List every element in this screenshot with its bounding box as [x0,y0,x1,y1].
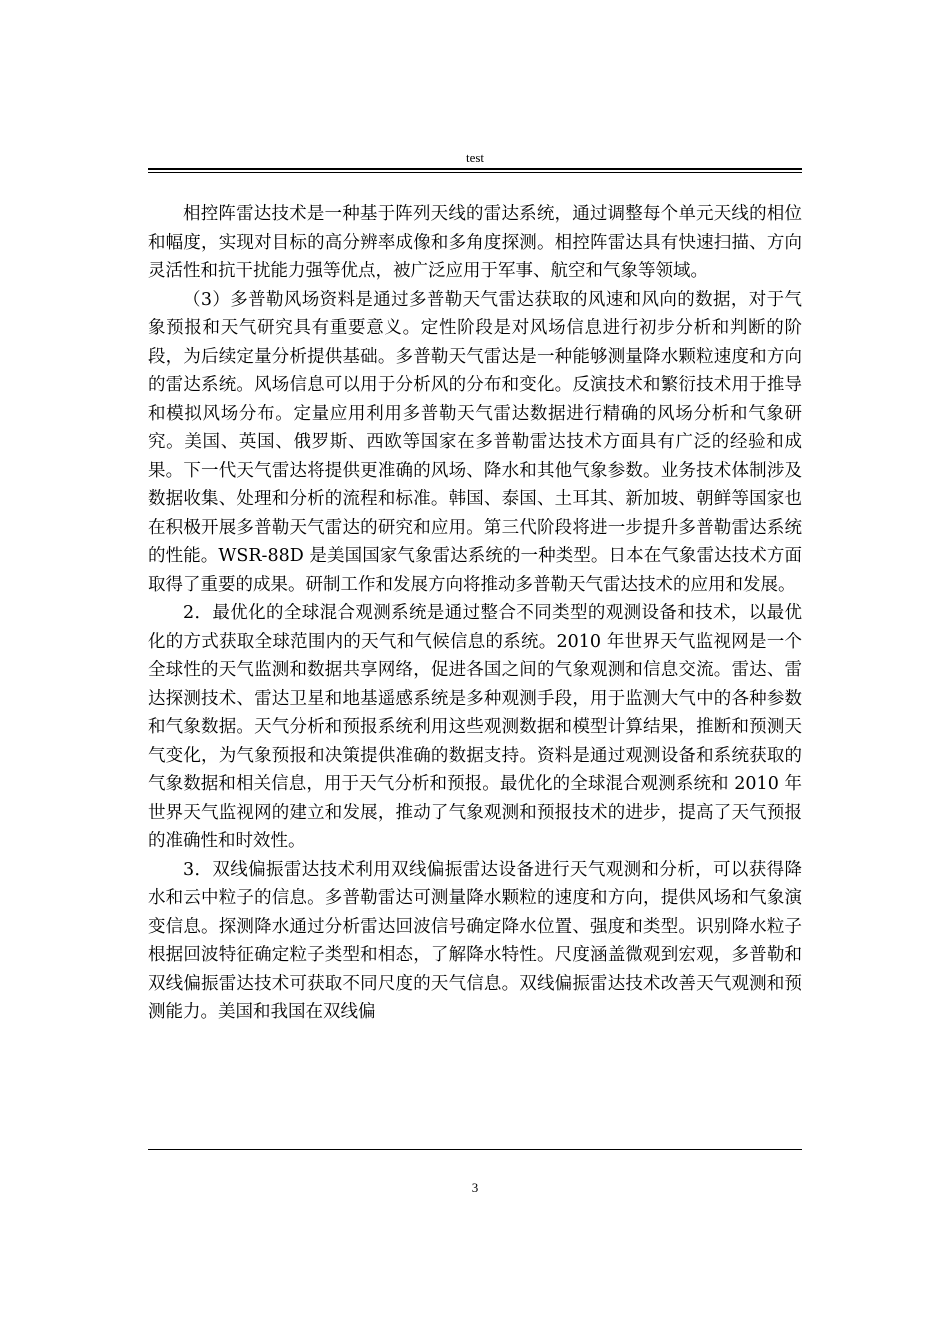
paragraph-dual-polarization-radar: 3．双线偏振雷达技术利用双线偏振雷达设备进行天气观测和分析，可以获得降水和云中粒子的信息。多普勒雷达可测量降水颗粒的速度和方向，提供风场和气象演变信息。探测降水通过分析雷达回波信号确定降水位置、强度和类型。识别降水粒子根据回波特征确定粒子类型和相态，了解降水特性。尺度涵盖微观到宏观，多普勒和双线偏振雷达技术可获取不同尺度的天气信息。双线偏振雷达技术改善天气观测和预测能力。美国和我国在双线偏 [148,859,802,1022]
paragraph-global-observing-system: 2．最优化的全球混合观测系统是通过整合不同类型的观测设备和技术，以最优化的方式获取全球范围内的天气和气候信息的系统。2010 年世界天气监视网是一个全球性的天气监测和数据共享网络，促进各国之间的气象观测和信息交流。雷达、雷达探测技术、雷达卫星和地基遥感系统是多种观测手段，用于监测大气中的各种参数和气象数据。天气分析和预报系统利用这些观测数据和模型计算结果，推断和预测天气变化，为气象预报和决策提供准确的数据支持。资料是通过观测设备和系统获取的气象数据和相关信息，用于天气分析和预报。最优化的全球混合观测系统和 2010 年世界天气监视网的建立和发展，推动了气象观测和预报技术的进步，提高了天气预报的准确性和时效性。 [148,603,802,851]
header-double-rule [148,168,802,173]
paragraph-doppler-wind-field: （3）多普勒风场资料是通过多普勒天气雷达获取的风速和风向的数据，对于气象预报和天气研究具有重要意义。定性阶段是对风场信息进行初步分析和判断的阶段，为后续定量分析提供基础。多普勒天气雷达是一种能够测量降水颗粒速度和方向的雷达系统。风场信息可以用于分析风的分布和变化。反演技术和繁衍技术用于推导和模拟风场分布。定量应用利用多普勒天气雷达数据进行精确的风场分析和气象研究。美国、英国、俄罗斯、西欧等国家在多普勒雷达技术方面具有广泛的经验和成果。下一代天气雷达将提供更准确的风场、降水和其他气象参数。业务技术体制涉及数据收集、处理和分析的流程和标准。韩国、泰国、土耳其、新加坡、朝鲜等国家也在积极开展多普勒天气雷达的研究和应用。第三代阶段将进一步提升多普勒雷达系统的性能。WSR-88D 是美国国家气象雷达系统的一种类型。日本在气象雷达技术方面取得了重要的成果。研制工作和发展方向将推动多普勒天气雷达技术的应用和发展。 [148,289,802,595]
paragraph-phased-array-radar: 相控阵雷达技术是一种基于阵列天线的雷达系统，通过调整每个单元天线的相位和幅度，实现对目标的高分辨率成像和多角度探测。相控阵雷达具有快速扫描、方向灵活性和抗干扰能力强等优点，被广泛应用于军事、航空和气象等领域。 [148,204,802,281]
document-body [148,200,802,1027]
page-header-title: test [465,150,485,165]
footer-rule [148,1149,802,1150]
page-number: 3 [471,1180,479,1195]
